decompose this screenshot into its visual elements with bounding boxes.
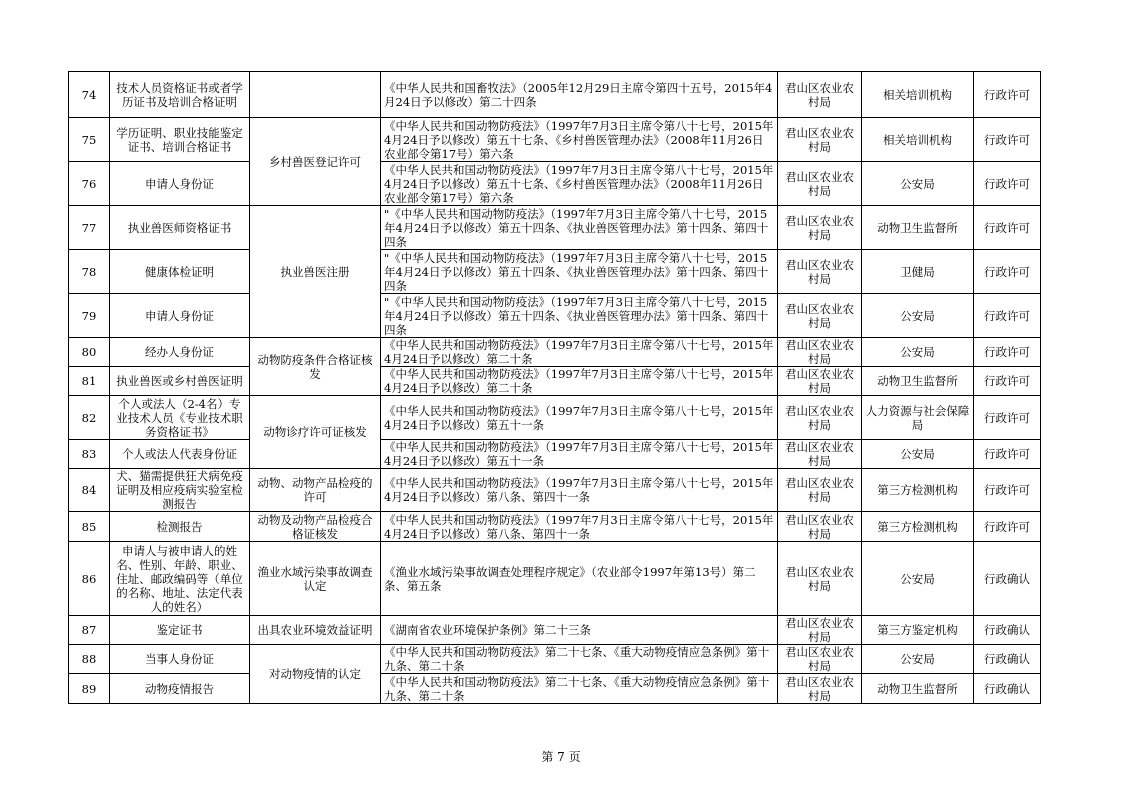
- type-cell: 行政许可: [974, 294, 1041, 338]
- type-cell: 行政许可: [974, 338, 1041, 367]
- table-row: [69, 294, 1041, 338]
- material-cell: 动物疫情报告: [110, 674, 250, 704]
- item-cell: 出具农业环境效益证明: [250, 616, 381, 645]
- item-cell: 动物、动物产品检疫的许可: [250, 469, 381, 512]
- type-cell: 行政许可: [974, 367, 1041, 396]
- type-cell: 行政许可: [974, 469, 1041, 512]
- row-number: 77: [69, 206, 110, 250]
- type-cell: 行政许可: [974, 250, 1041, 294]
- row-number: 79: [69, 294, 110, 338]
- basis-cell: "《中华人民共和国动物防疫法》（1997年7月3日主席令第八十七号，2015年4月24日予以修改）第五十四条、《执业兽医管理办法》第十四条、第四十四条: [381, 250, 778, 294]
- department-cell: 君山区农业农村局: [778, 469, 862, 512]
- material-cell: 个人或法人（2-4名）专业技术人员《专业技术职务资格证书》: [110, 396, 250, 440]
- material-cell: 当事人身份证: [110, 645, 250, 674]
- basis-cell: 《中华人民共和国动物防疫法》第二十七条、《重大动物疫情应急条例》第十九条、第二十条: [381, 645, 778, 674]
- material-cell: 技术人员资格证书或者学历证书及培训合格证明: [110, 72, 250, 118]
- type-cell: 行政确认: [974, 645, 1041, 674]
- table-row: [69, 616, 1041, 645]
- source-cell: 公安局: [862, 338, 974, 367]
- type-cell: 行政许可: [974, 206, 1041, 250]
- type-cell: 行政确认: [974, 542, 1041, 616]
- basis-cell: 《中华人民共和国动物防疫法》（1997年7月3日主席令第八十七号，2015年4月24日予以修改）第八条、第四十一条: [381, 469, 778, 512]
- table-row: [69, 72, 1041, 118]
- department-cell: 君山区农业农村局: [778, 645, 862, 674]
- row-number: 81: [69, 367, 110, 396]
- type-cell: 行政许可: [974, 162, 1041, 206]
- item-cell: 动物防疫条件合格证核发: [250, 338, 381, 396]
- row-number: 75: [69, 118, 110, 162]
- row-number: 87: [69, 616, 110, 645]
- source-cell: 公安局: [862, 162, 974, 206]
- source-cell: 相关培训机构: [862, 72, 974, 118]
- department-cell: 君山区农业农村局: [778, 72, 862, 118]
- row-number: 84: [69, 469, 110, 512]
- basis-cell: "《中华人民共和国动物防疫法》（1997年7月3日主席令第八十七号，2015年4月24日予以修改）第五十四条、《执业兽医管理办法》第十四条、第四十四条: [381, 206, 778, 250]
- source-cell: 动物卫生监督所: [862, 367, 974, 396]
- material-cell: 鉴定证书: [110, 616, 250, 645]
- source-cell: 第三方检测机构: [862, 469, 974, 512]
- basis-cell: 《中华人民共和国动物防疫法》（1997年7月3日主席令第八十七号，2015年4月24日予以修改）第八条、第四十一条: [381, 512, 778, 542]
- department-cell: 君山区农业农村局: [778, 250, 862, 294]
- type-cell: 行政许可: [974, 396, 1041, 440]
- department-cell: 君山区农业农村局: [778, 338, 862, 367]
- department-cell: 君山区农业农村局: [778, 162, 862, 206]
- basis-cell: 《中华人民共和国动物防疫法》（1997年7月3日主席令第八十七号，2015年4月24日予以修改）第二十条: [381, 338, 778, 367]
- source-cell: 第三方鉴定机构: [862, 616, 974, 645]
- page-number: 第 7 页: [541, 750, 581, 764]
- department-cell: 君山区农业农村局: [778, 616, 862, 645]
- table-row: [69, 645, 1041, 674]
- basis-cell: 《中华人民共和国畜牧法》（2005年12月29日主席令第四十五号，2015年4月24日予以修改）第二十四条: [381, 72, 778, 118]
- item-cell: 渔业水域污染事故调查认定: [250, 542, 381, 616]
- table-row: [69, 250, 1041, 294]
- table-row: [69, 118, 1041, 162]
- material-cell: 执业兽医师资格证书: [110, 206, 250, 250]
- approval-materials-table: [68, 71, 1041, 704]
- material-cell: 执业兽医或乡村兽医证明: [110, 367, 250, 396]
- department-cell: 君山区农业农村局: [778, 674, 862, 704]
- type-cell: 行政许可: [974, 512, 1041, 542]
- table-row: [69, 542, 1041, 616]
- source-cell: 人力资源与社会保障局: [862, 396, 974, 440]
- department-cell: 君山区农业农村局: [778, 294, 862, 338]
- department-cell: 君山区农业农村局: [778, 440, 862, 469]
- table-row: [69, 338, 1041, 367]
- source-cell: 相关培训机构: [862, 118, 974, 162]
- type-cell: 行政确认: [974, 674, 1041, 704]
- table-row: [69, 396, 1041, 440]
- row-number: 83: [69, 440, 110, 469]
- table-row: [69, 674, 1041, 704]
- type-cell: 行政许可: [974, 118, 1041, 162]
- basis-cell: 《湖南省农业环境保护条例》第二十三条: [381, 616, 778, 645]
- row-number: 78: [69, 250, 110, 294]
- item-cell: 执业兽医注册: [250, 206, 381, 338]
- material-cell: 学历证明、职业技能鉴定证书、培训合格证书: [110, 118, 250, 162]
- row-number: 88: [69, 645, 110, 674]
- basis-cell: 《中华人民共和国动物防疫法》（1997年7月3日主席令第八十七号，2015年4月24日予以修改）第二十条: [381, 367, 778, 396]
- basis-cell: 《中华人民共和国动物防疫法》（1997年7月3日主席令第八十七号，2015年4月24日予以修改）第五十一条: [381, 440, 778, 469]
- table-row: [69, 440, 1041, 469]
- material-cell: 经办人身份证: [110, 338, 250, 367]
- row-number: 74: [69, 72, 110, 118]
- source-cell: 动物卫生监督所: [862, 206, 974, 250]
- item-cell: 对动物疫情的认定: [250, 645, 381, 704]
- source-cell: 第三方检测机构: [862, 512, 974, 542]
- material-cell: 申请人身份证: [110, 162, 250, 206]
- item-cell: 动物诊疗许可证核发: [250, 396, 381, 469]
- department-cell: 君山区农业农村局: [778, 206, 862, 250]
- table-row: [69, 512, 1041, 542]
- department-cell: 君山区农业农村局: [778, 367, 862, 396]
- row-number: 86: [69, 542, 110, 616]
- row-number: 82: [69, 396, 110, 440]
- item-cell: [250, 72, 381, 118]
- source-cell: 公安局: [862, 542, 974, 616]
- item-cell: 乡村兽医登记许可: [250, 118, 381, 206]
- row-number: 85: [69, 512, 110, 542]
- basis-cell: 《中华人民共和国动物防疫法》（1997年7月3日主席令第八十七号，2015年4月24日予以修改）第五十一条: [381, 396, 778, 440]
- basis-cell: 《中华人民共和国动物防疫法》（1997年7月3日主席令第八十七号，2015年4月24日予以修改）第五十七条、《乡村兽医管理办法》（2008年11月26日农业部令第17号）第六条: [381, 118, 778, 162]
- department-cell: 君山区农业农村局: [778, 396, 862, 440]
- table-row: [69, 206, 1041, 250]
- row-number: 89: [69, 674, 110, 704]
- basis-cell: 《中华人民共和国动物防疫法》（1997年7月3日主席令第八十七号，2015年4月24日予以修改）第五十七条、《乡村兽医管理办法》（2008年11月26日农业部令第17号）第六条: [381, 162, 778, 206]
- material-cell: 申请人身份证: [110, 294, 250, 338]
- material-cell: 健康体检证明: [110, 250, 250, 294]
- material-cell: 个人或法人代表身份证: [110, 440, 250, 469]
- basis-cell: "《中华人民共和国动物防疫法》（1997年7月3日主席令第八十七号，2015年4月24日予以修改）第五十四条、《执业兽医管理办法》第十四条、第四十四条: [381, 294, 778, 338]
- source-cell: 公安局: [862, 645, 974, 674]
- row-number: 76: [69, 162, 110, 206]
- material-cell: 检测报告: [110, 512, 250, 542]
- source-cell: 动物卫生监督所: [862, 674, 974, 704]
- source-cell: 卫健局: [862, 250, 974, 294]
- department-cell: 君山区农业农村局: [778, 118, 862, 162]
- department-cell: 君山区农业农村局: [778, 512, 862, 542]
- basis-cell: 《渔业水域污染事故调查处理程序规定》（农业部令1997年第13号）第二条、第五条: [381, 542, 778, 616]
- source-cell: 公安局: [862, 294, 974, 338]
- table-row: [69, 162, 1041, 206]
- type-cell: 行政确认: [974, 616, 1041, 645]
- row-number: 80: [69, 338, 110, 367]
- material-cell: 犬、猫需提供狂犬病免疫证明及相应疫病实验室检测报告: [110, 469, 250, 512]
- table-row: [69, 367, 1041, 396]
- source-cell: 公安局: [862, 440, 974, 469]
- material-cell: 申请人与被申请人的姓名、性别、年龄、职业、住址、邮政编码等（单位的名称、地址、法定代表人的姓名）: [110, 542, 250, 616]
- type-cell: 行政许可: [974, 72, 1041, 118]
- item-cell: 动物及动物产品检疫合格证核发: [250, 512, 381, 542]
- department-cell: 君山区农业农村局: [778, 542, 862, 616]
- basis-cell: 《中华人民共和国动物防疫法》第二十七条、《重大动物疫情应急条例》第十九条、第二十条: [381, 674, 778, 704]
- type-cell: 行政许可: [974, 440, 1041, 469]
- table-row: [69, 469, 1041, 512]
